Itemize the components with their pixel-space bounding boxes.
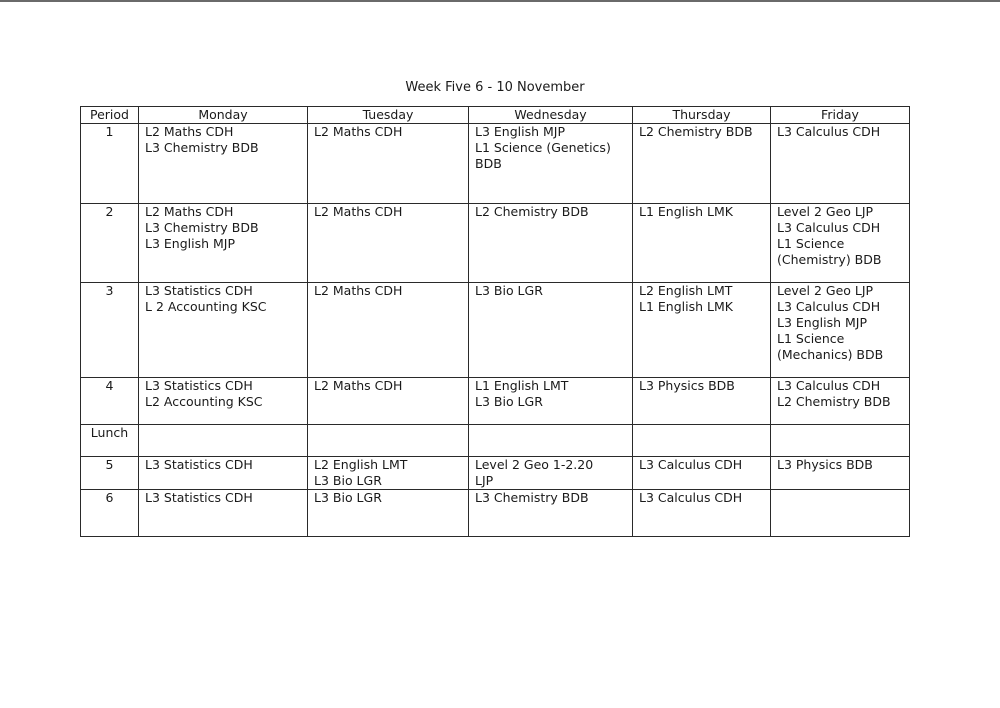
cell-thursday	[633, 378, 771, 425]
class-entry: L2 Maths CDH	[145, 124, 234, 139]
cell-tuesday	[308, 124, 469, 204]
period-label: 3	[81, 283, 139, 378]
class-entry: BDB	[475, 156, 502, 171]
class-entry: Level 2 Geo LJP	[777, 283, 874, 298]
class-entry: L3 Physics BDB	[639, 378, 735, 393]
cell-wednesday	[469, 490, 633, 537]
period-label: 5	[81, 457, 139, 490]
class-entry: L1 English LMT	[475, 378, 569, 393]
timetable	[80, 106, 910, 537]
class-entry: L2 Maths CDH	[314, 378, 403, 393]
cell-monday	[139, 490, 308, 537]
column-header-friday: Friday	[771, 107, 910, 124]
cell-friday	[771, 457, 910, 490]
class-entry: L2 Chemistry BDB	[475, 204, 589, 219]
table-row	[81, 378, 910, 425]
timetable-body	[81, 124, 910, 537]
column-header-wednesday: Wednesday	[469, 107, 633, 124]
class-entry: L1 Science	[777, 331, 845, 346]
class-entry: L3 Chemistry BDB	[145, 140, 259, 155]
cell-wednesday	[469, 378, 633, 425]
cell-thursday	[633, 283, 771, 378]
period-label: 4	[81, 378, 139, 425]
class-entry: L3 Bio LGR	[475, 283, 543, 298]
page-title: Week Five 6 - 10 November	[405, 80, 585, 95]
cell-tuesday	[308, 490, 469, 537]
class-entry: (Mechanics) BDB	[777, 347, 884, 362]
class-entry: L3 Calculus CDH	[777, 124, 881, 139]
class-entry: (Chemistry) BDB	[777, 252, 882, 267]
column-header-thursday: Thursday	[633, 107, 771, 124]
cell-wednesday	[469, 124, 633, 204]
table-row	[81, 124, 910, 204]
class-entry: L 2 Accounting KSC	[145, 299, 267, 314]
cell-friday	[771, 378, 910, 425]
class-entry: L1 English LMK	[639, 299, 733, 314]
class-entry: L2 Maths CDH	[145, 204, 234, 219]
class-entry: L2 English LMT	[639, 283, 733, 298]
cell-tuesday	[308, 204, 469, 283]
cell-friday	[771, 490, 910, 537]
class-entry: L3 Calculus CDH	[639, 457, 743, 472]
period-label: 2	[81, 204, 139, 283]
cell-friday	[771, 204, 910, 283]
cell-tuesday	[308, 378, 469, 425]
class-entry: L3 Bio LGR	[314, 490, 382, 505]
cell-monday	[139, 378, 308, 425]
cell-thursday	[633, 425, 771, 457]
class-entry: L3 Chemistry BDB	[145, 220, 259, 235]
class-entry: L3 Calculus CDH	[777, 378, 881, 393]
class-entry: L2 English LMT	[314, 457, 408, 472]
cell-wednesday	[469, 283, 633, 378]
class-entry: L2 Maths CDH	[314, 124, 403, 139]
cell-monday	[139, 283, 308, 378]
period-label: 1	[81, 124, 139, 204]
class-entry: L3 Statistics CDH	[145, 283, 253, 298]
class-entry: L3 Calculus CDH	[639, 490, 743, 505]
class-entry: L3 English MJP	[777, 315, 868, 330]
class-entry: Level 2 Geo LJP	[777, 204, 874, 219]
period-label: 6	[81, 490, 139, 537]
class-entry: L3 English MJP	[145, 236, 236, 251]
cell-monday	[139, 124, 308, 204]
table-row	[81, 490, 910, 537]
scan-top-edge	[0, 0, 1000, 2]
column-header-period: Period	[81, 107, 139, 124]
class-entry: L3 Calculus CDH	[777, 220, 881, 235]
class-entry: L1 Science	[777, 236, 845, 251]
table-row	[81, 457, 910, 490]
class-entry: L2 Chemistry BDB	[639, 124, 753, 139]
class-entry: Level 2 Geo 1-2.20	[475, 457, 594, 472]
cell-monday	[139, 204, 308, 283]
column-header-monday: Monday	[139, 107, 308, 124]
table-row	[81, 425, 910, 457]
class-entry: L3 Physics BDB	[777, 457, 873, 472]
cell-tuesday	[308, 457, 469, 490]
cell-wednesday	[469, 457, 633, 490]
header-row	[81, 107, 910, 124]
class-entry: L3 Calculus CDH	[777, 299, 881, 314]
class-entry: L1 Science (Genetics)	[475, 140, 611, 155]
cell-thursday	[633, 204, 771, 283]
class-entry: L2 Maths CDH	[314, 283, 403, 298]
cell-thursday	[633, 457, 771, 490]
class-entry: L2 Accounting KSC	[145, 394, 263, 409]
cell-friday	[771, 425, 910, 457]
cell-friday	[771, 283, 910, 378]
class-entry: L3 Bio LGR	[314, 473, 382, 488]
cell-thursday	[633, 490, 771, 537]
class-entry: L2 Chemistry BDB	[777, 394, 891, 409]
cell-monday	[139, 425, 308, 457]
cell-wednesday	[469, 204, 633, 283]
table-row	[81, 283, 910, 378]
table-row	[81, 204, 910, 283]
cell-tuesday	[308, 283, 469, 378]
column-header-tuesday: Tuesday	[308, 107, 469, 124]
class-entry: L3 Statistics CDH	[145, 378, 253, 393]
cell-tuesday	[308, 425, 469, 457]
class-entry: L3 Statistics CDH	[145, 490, 253, 505]
class-entry: L1 English LMK	[639, 204, 733, 219]
cell-thursday	[633, 124, 771, 204]
period-label: Lunch	[81, 425, 139, 457]
class-entry: L3 Bio LGR	[475, 394, 543, 409]
class-entry: L3 Statistics CDH	[145, 457, 253, 472]
cell-friday	[771, 124, 910, 204]
cell-monday	[139, 457, 308, 490]
class-entry: L3 Chemistry BDB	[475, 490, 589, 505]
class-entry: L3 English MJP	[475, 124, 566, 139]
cell-wednesday	[469, 425, 633, 457]
class-entry: LJP	[475, 473, 494, 488]
class-entry: L2 Maths CDH	[314, 204, 403, 219]
